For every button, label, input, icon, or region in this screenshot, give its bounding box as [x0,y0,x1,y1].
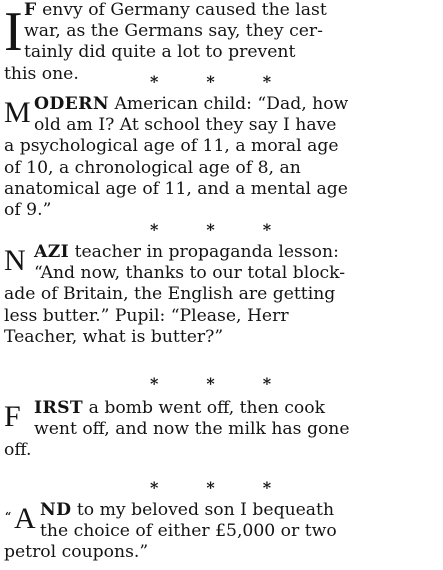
paragraph-5 [4,500,436,564]
paragraph-4-lead: IRST [34,398,84,418]
paragraph-4-text-1: a bomb went off, then cook [83,398,326,418]
paragraph-3-line-5: Teacher, what is butter?” [4,326,224,347]
star: * [206,478,215,497]
star: * [262,478,272,497]
star: * [150,72,159,91]
paragraph-2-lead: ODERN [34,94,109,114]
star: * [150,374,159,393]
paragraph-5-text-1: to my beloved son I bequeath [71,500,335,520]
paragraph-2-text-1: American child: “Dad, how [108,94,349,114]
paragraph-2-line-3: a psychological age of 11, a moral age [4,136,339,157]
paragraph-1-line-2: war, as the Germans say, they cer- [24,21,323,42]
paragraph-4 [4,398,436,462]
drop-cap-n: N [4,244,26,277]
paragraph-5-line-1 [4,500,436,521]
star: * [150,220,159,239]
star: * [262,220,272,239]
paragraph-3-line-4: less butter.” Pupil: “Please, Herr [4,305,289,326]
opening-quote-mark: “ [5,510,12,523]
paragraph-2-line-4: of 10, a chronological age of 8, an [4,157,301,178]
paragraph-2-line-5: anatomical age of 11, and a mental age [4,178,348,199]
star: * [206,374,215,393]
separator-2 [150,220,310,239]
separator-4 [150,478,310,497]
paragraph-4-line-3: off. [4,440,32,461]
star: * [262,374,272,393]
separator-1 [150,72,310,91]
paragraph-3-lead: AZI [34,242,70,262]
separator-3 [150,374,310,393]
star: * [206,220,215,239]
paragraph-2-line-6: of 9.” [4,200,52,221]
paragraph-5-line-2: the choice of either £5,000 or two [40,521,337,542]
paragraph-3-line-3: ade of Britain, the English are getting [4,284,336,305]
star: * [262,72,272,91]
paragraph-1-lead: F [24,0,37,20]
paragraph-5-line-3: petrol coupons.” [4,542,149,563]
paragraph-3 [4,242,436,348]
paragraph-1-line-1 [4,0,436,21]
paragraph-2 [4,94,436,221]
star: * [150,478,159,497]
drop-cap-m: M [4,96,31,129]
paragraph-4-line-1 [4,398,436,419]
paragraph-2-line-2: old am I? At school they say I have [34,115,337,136]
paragraph-5-lead: ND [40,500,72,520]
paragraph-1-text-1: envy of Germany caused the last [36,0,327,20]
drop-cap-i: I [4,1,23,63]
paragraph-3-text-1: teacher in propaganda lesson: [69,242,339,262]
paragraph-3-line-1 [4,242,436,263]
drop-cap-a: A [14,502,36,535]
paragraph-1-line-4: this one. [4,63,79,84]
paragraph-3-line-2: “And now, thanks to our total block- [34,263,346,284]
star: * [206,72,215,91]
paragraph-1-line-3: tainly did quite a lot to prevent [24,42,296,63]
drop-cap-f: F [4,400,21,433]
paragraph-4-line-2: went off, and now the milk has gone [34,419,350,440]
paragraph-2-line-1 [4,94,436,115]
